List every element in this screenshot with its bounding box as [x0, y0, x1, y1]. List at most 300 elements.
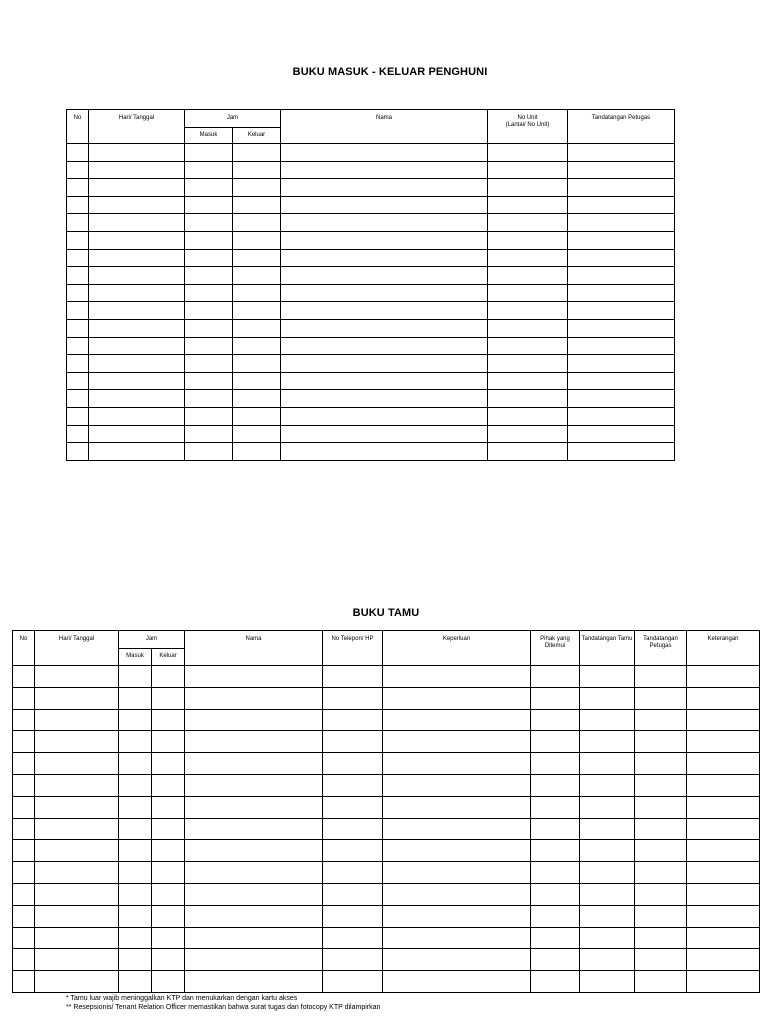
blank-cell	[35, 731, 119, 753]
table-row	[67, 390, 675, 408]
blank-cell	[185, 425, 233, 443]
header-keluar: Keluar	[233, 128, 281, 144]
blank-cell	[13, 840, 35, 862]
blank-cell	[152, 753, 185, 775]
blank-cell	[119, 883, 152, 905]
blank-cell	[67, 249, 89, 267]
blank-cell	[89, 231, 185, 249]
blank-cell	[568, 390, 675, 408]
table-row	[13, 949, 760, 971]
blank-cell	[568, 372, 675, 390]
blank-cell	[580, 687, 635, 709]
blank-cell	[580, 774, 635, 796]
header-keterangan: Keterangan	[687, 631, 760, 666]
table-row	[67, 372, 675, 390]
blank-cell	[185, 883, 323, 905]
blank-cell	[119, 971, 152, 993]
blank-cell	[152, 818, 185, 840]
blank-cell	[580, 927, 635, 949]
blank-cell	[323, 753, 383, 775]
table-row	[67, 319, 675, 337]
blank-cell	[531, 883, 580, 905]
blank-cell	[580, 862, 635, 884]
blank-cell	[488, 249, 568, 267]
blank-cell	[488, 407, 568, 425]
blank-cell	[119, 709, 152, 731]
blank-cell	[185, 249, 233, 267]
guest-book-table	[12, 630, 760, 993]
table-row	[67, 231, 675, 249]
blank-cell	[687, 818, 760, 840]
blank-cell	[67, 355, 89, 373]
table-row	[13, 840, 760, 862]
header-no-unit	[488, 110, 568, 144]
blank-cell	[119, 774, 152, 796]
blank-cell	[281, 179, 488, 197]
blank-cell	[488, 231, 568, 249]
blank-cell	[687, 949, 760, 971]
blank-cell	[531, 905, 580, 927]
blank-cell	[281, 161, 488, 179]
blank-cell	[281, 267, 488, 285]
blank-cell	[35, 709, 119, 731]
blank-cell	[531, 753, 580, 775]
blank-cell	[185, 144, 233, 162]
blank-cell	[13, 927, 35, 949]
blank-cell	[35, 883, 119, 905]
blank-cell	[67, 214, 89, 232]
table-row	[67, 443, 675, 461]
blank-cell	[580, 949, 635, 971]
blank-cell	[185, 284, 233, 302]
blank-cell	[383, 905, 531, 927]
blank-cell	[89, 161, 185, 179]
blank-cell	[119, 796, 152, 818]
blank-cell	[323, 709, 383, 731]
blank-cell	[580, 905, 635, 927]
blank-cell	[185, 971, 323, 993]
blank-cell	[67, 390, 89, 408]
blank-cell	[13, 666, 35, 688]
blank-cell	[687, 709, 760, 731]
blank-cell	[531, 731, 580, 753]
blank-cell	[281, 355, 488, 373]
table-row	[67, 144, 675, 162]
blank-cell	[233, 284, 281, 302]
blank-cell	[323, 796, 383, 818]
blank-cell	[89, 407, 185, 425]
table-row	[67, 196, 675, 214]
blank-cell	[233, 407, 281, 425]
blank-cell	[383, 818, 531, 840]
header-keperluan: Keperluan	[383, 631, 531, 666]
blank-cell	[67, 231, 89, 249]
blank-cell	[233, 355, 281, 373]
blank-cell	[488, 161, 568, 179]
blank-cell	[488, 425, 568, 443]
blank-cell	[185, 774, 323, 796]
table-row	[67, 284, 675, 302]
header-tandatangan-petugas: Tandatangan Petugas	[635, 631, 687, 666]
blank-cell	[185, 709, 323, 731]
blank-cell	[635, 709, 687, 731]
guest-book-title: BUKU TAMU	[352, 607, 420, 619]
blank-cell	[323, 840, 383, 862]
blank-cell	[233, 231, 281, 249]
blank-cell	[35, 840, 119, 862]
blank-cell	[152, 687, 185, 709]
blank-cell	[281, 390, 488, 408]
blank-cell	[635, 774, 687, 796]
blank-cell	[89, 144, 185, 162]
blank-cell	[89, 196, 185, 214]
blank-cell	[89, 319, 185, 337]
blank-cell	[580, 709, 635, 731]
blank-cell	[383, 949, 531, 971]
blank-cell	[531, 666, 580, 688]
blank-cell	[185, 179, 233, 197]
table-row	[13, 862, 760, 884]
blank-cell	[281, 337, 488, 355]
table-row	[13, 927, 760, 949]
footnote-2: ** Resepsionis/ Tenant Relation Officer memastikan bahwa surat tugas dan fotocopy KTP dilampirkan	[66, 1004, 381, 1011]
blank-cell	[635, 949, 687, 971]
blank-cell	[323, 731, 383, 753]
blank-cell	[635, 905, 687, 927]
blank-cell	[383, 687, 531, 709]
blank-cell	[323, 883, 383, 905]
blank-cell	[233, 144, 281, 162]
blank-cell	[185, 796, 323, 818]
blank-cell	[185, 905, 323, 927]
blank-cell	[281, 214, 488, 232]
blank-cell	[152, 731, 185, 753]
header-jam: Jam	[119, 631, 185, 649]
blank-cell	[13, 862, 35, 884]
blank-cell	[568, 249, 675, 267]
blank-cell	[67, 319, 89, 337]
blank-cell	[185, 196, 233, 214]
blank-cell	[323, 905, 383, 927]
header-nama: Nama	[185, 631, 323, 666]
blank-cell	[13, 774, 35, 796]
blank-cell	[488, 355, 568, 373]
blank-cell	[13, 971, 35, 993]
blank-cell	[488, 267, 568, 285]
blank-cell	[233, 161, 281, 179]
blank-cell	[67, 161, 89, 179]
blank-cell	[185, 267, 233, 285]
table-row	[13, 883, 760, 905]
blank-cell	[89, 425, 185, 443]
blank-cell	[152, 774, 185, 796]
blank-cell	[383, 796, 531, 818]
table-row	[13, 731, 760, 753]
blank-cell	[580, 818, 635, 840]
blank-cell	[233, 337, 281, 355]
blank-cell	[635, 796, 687, 818]
blank-cell	[13, 753, 35, 775]
table-row	[67, 355, 675, 373]
blank-cell	[635, 687, 687, 709]
blank-cell	[89, 390, 185, 408]
blank-cell	[568, 267, 675, 285]
blank-cell	[152, 905, 185, 927]
blank-cell	[568, 407, 675, 425]
blank-cell	[580, 840, 635, 862]
blank-cell	[89, 302, 185, 320]
blank-cell	[89, 337, 185, 355]
header-hari-tanggal: Hari/ Tanggal	[89, 110, 185, 144]
blank-cell	[383, 971, 531, 993]
blank-cell	[383, 862, 531, 884]
blank-cell	[185, 443, 233, 461]
footnotes	[66, 994, 380, 1012]
blank-cell	[67, 443, 89, 461]
blank-cell	[531, 927, 580, 949]
blank-cell	[185, 390, 233, 408]
blank-cell	[531, 774, 580, 796]
blank-cell	[67, 337, 89, 355]
header-nama: Nama	[281, 110, 488, 144]
table-row	[67, 425, 675, 443]
blank-cell	[152, 840, 185, 862]
table-row	[67, 179, 675, 197]
blank-cell	[89, 284, 185, 302]
blank-cell	[687, 883, 760, 905]
blank-cell	[488, 144, 568, 162]
blank-cell	[67, 425, 89, 443]
blank-cell	[687, 905, 760, 927]
blank-cell	[383, 883, 531, 905]
blank-cell	[383, 709, 531, 731]
blank-cell	[13, 796, 35, 818]
blank-cell	[119, 687, 152, 709]
blank-cell	[233, 425, 281, 443]
blank-cell	[568, 443, 675, 461]
blank-cell	[635, 862, 687, 884]
blank-cell	[281, 443, 488, 461]
blank-cell	[323, 774, 383, 796]
blank-cell	[185, 337, 233, 355]
blank-cell	[67, 267, 89, 285]
blank-cell	[383, 666, 531, 688]
blank-cell	[281, 372, 488, 390]
table-row	[67, 302, 675, 320]
blank-cell	[152, 666, 185, 688]
blank-cell	[185, 840, 323, 862]
blank-cell	[13, 949, 35, 971]
blank-cell	[568, 302, 675, 320]
blank-cell	[568, 319, 675, 337]
blank-cell	[67, 179, 89, 197]
blank-cell	[580, 753, 635, 775]
blank-cell	[635, 883, 687, 905]
blank-cell	[488, 214, 568, 232]
blank-cell	[580, 666, 635, 688]
blank-cell	[323, 818, 383, 840]
blank-cell	[233, 372, 281, 390]
blank-cell	[383, 840, 531, 862]
blank-cell	[323, 862, 383, 884]
resident-log-table	[66, 109, 675, 461]
blank-cell	[185, 231, 233, 249]
blank-cell	[185, 927, 323, 949]
blank-cell	[635, 840, 687, 862]
blank-cell	[580, 796, 635, 818]
blank-cell	[531, 818, 580, 840]
blank-cell	[687, 666, 760, 688]
footnote-1: * Tamu luar wajib meninggalkan KTP dan menukarkan dengan kartu akses	[66, 995, 298, 1002]
blank-cell	[35, 862, 119, 884]
blank-cell	[323, 949, 383, 971]
blank-cell	[233, 179, 281, 197]
blank-cell	[13, 709, 35, 731]
blank-cell	[67, 372, 89, 390]
blank-cell	[568, 425, 675, 443]
blank-cell	[119, 753, 152, 775]
blank-cell	[13, 818, 35, 840]
table-row	[67, 407, 675, 425]
blank-cell	[383, 927, 531, 949]
blank-cell	[568, 337, 675, 355]
blank-cell	[185, 731, 323, 753]
table-row	[67, 267, 675, 285]
blank-cell	[119, 840, 152, 862]
blank-cell	[687, 731, 760, 753]
blank-cell	[323, 666, 383, 688]
blank-cell	[233, 214, 281, 232]
blank-cell	[233, 302, 281, 320]
blank-cell	[383, 774, 531, 796]
table-row	[67, 337, 675, 355]
blank-cell	[233, 319, 281, 337]
blank-cell	[488, 284, 568, 302]
blank-cell	[35, 666, 119, 688]
blank-cell	[35, 774, 119, 796]
blank-cell	[233, 267, 281, 285]
blank-cell	[13, 731, 35, 753]
blank-cell	[281, 144, 488, 162]
blank-cell	[323, 687, 383, 709]
blank-cell	[13, 883, 35, 905]
blank-cell	[233, 249, 281, 267]
table-row	[67, 161, 675, 179]
blank-cell	[185, 355, 233, 373]
blank-cell	[687, 687, 760, 709]
blank-cell	[67, 407, 89, 425]
blank-cell	[152, 862, 185, 884]
table-row	[13, 905, 760, 927]
blank-cell	[35, 971, 119, 993]
header-no: No	[13, 631, 35, 666]
blank-cell	[568, 144, 675, 162]
table-row	[13, 971, 760, 993]
blank-cell	[89, 355, 185, 373]
blank-cell	[531, 949, 580, 971]
blank-cell	[13, 687, 35, 709]
blank-cell	[383, 731, 531, 753]
blank-cell	[635, 666, 687, 688]
blank-cell	[635, 753, 687, 775]
table-row	[13, 687, 760, 709]
blank-cell	[89, 372, 185, 390]
blank-cell	[185, 687, 323, 709]
blank-cell	[35, 818, 119, 840]
header-no-unit-label: No Unit	[517, 115, 538, 121]
blank-cell	[687, 862, 760, 884]
blank-cell	[152, 709, 185, 731]
blank-cell	[89, 249, 185, 267]
blank-cell	[119, 862, 152, 884]
blank-cell	[119, 818, 152, 840]
blank-cell	[152, 971, 185, 993]
blank-cell	[323, 927, 383, 949]
blank-cell	[152, 883, 185, 905]
blank-cell	[35, 949, 119, 971]
blank-cell	[185, 302, 233, 320]
blank-cell	[488, 372, 568, 390]
blank-cell	[281, 319, 488, 337]
blank-cell	[185, 372, 233, 390]
blank-cell	[185, 319, 233, 337]
header-no: No	[67, 110, 89, 144]
blank-cell	[568, 231, 675, 249]
resident-log-title: BUKU MASUK - KELUAR PENGHUNI	[292, 66, 488, 78]
header-tandatangan-petugas: Tandatangan Petugas	[568, 110, 675, 144]
blank-cell	[89, 267, 185, 285]
blank-cell	[67, 144, 89, 162]
blank-cell	[89, 443, 185, 461]
blank-cell	[89, 214, 185, 232]
blank-cell	[687, 927, 760, 949]
table-row	[67, 249, 675, 267]
blank-cell	[35, 753, 119, 775]
table-row	[13, 796, 760, 818]
blank-cell	[185, 407, 233, 425]
blank-cell	[568, 196, 675, 214]
blank-cell	[635, 971, 687, 993]
blank-cell	[185, 753, 323, 775]
blank-cell	[531, 971, 580, 993]
blank-cell	[568, 161, 675, 179]
blank-cell	[233, 443, 281, 461]
blank-cell	[635, 731, 687, 753]
header-hari-tanggal: Hari/ Tanggal	[35, 631, 119, 666]
blank-cell	[383, 753, 531, 775]
blank-cell	[35, 905, 119, 927]
table-row	[13, 753, 760, 775]
blank-cell	[488, 319, 568, 337]
blank-cell	[233, 196, 281, 214]
blank-cell	[687, 774, 760, 796]
blank-cell	[687, 753, 760, 775]
blank-cell	[67, 284, 89, 302]
blank-cell	[185, 161, 233, 179]
blank-cell	[13, 905, 35, 927]
blank-cell	[531, 796, 580, 818]
header-masuk: Masuk	[119, 649, 152, 666]
blank-cell	[488, 443, 568, 461]
blank-cell	[119, 905, 152, 927]
table-row	[13, 666, 760, 688]
blank-cell	[152, 796, 185, 818]
blank-cell	[233, 390, 281, 408]
blank-cell	[89, 179, 185, 197]
blank-cell	[152, 949, 185, 971]
blank-cell	[580, 731, 635, 753]
blank-cell	[281, 249, 488, 267]
